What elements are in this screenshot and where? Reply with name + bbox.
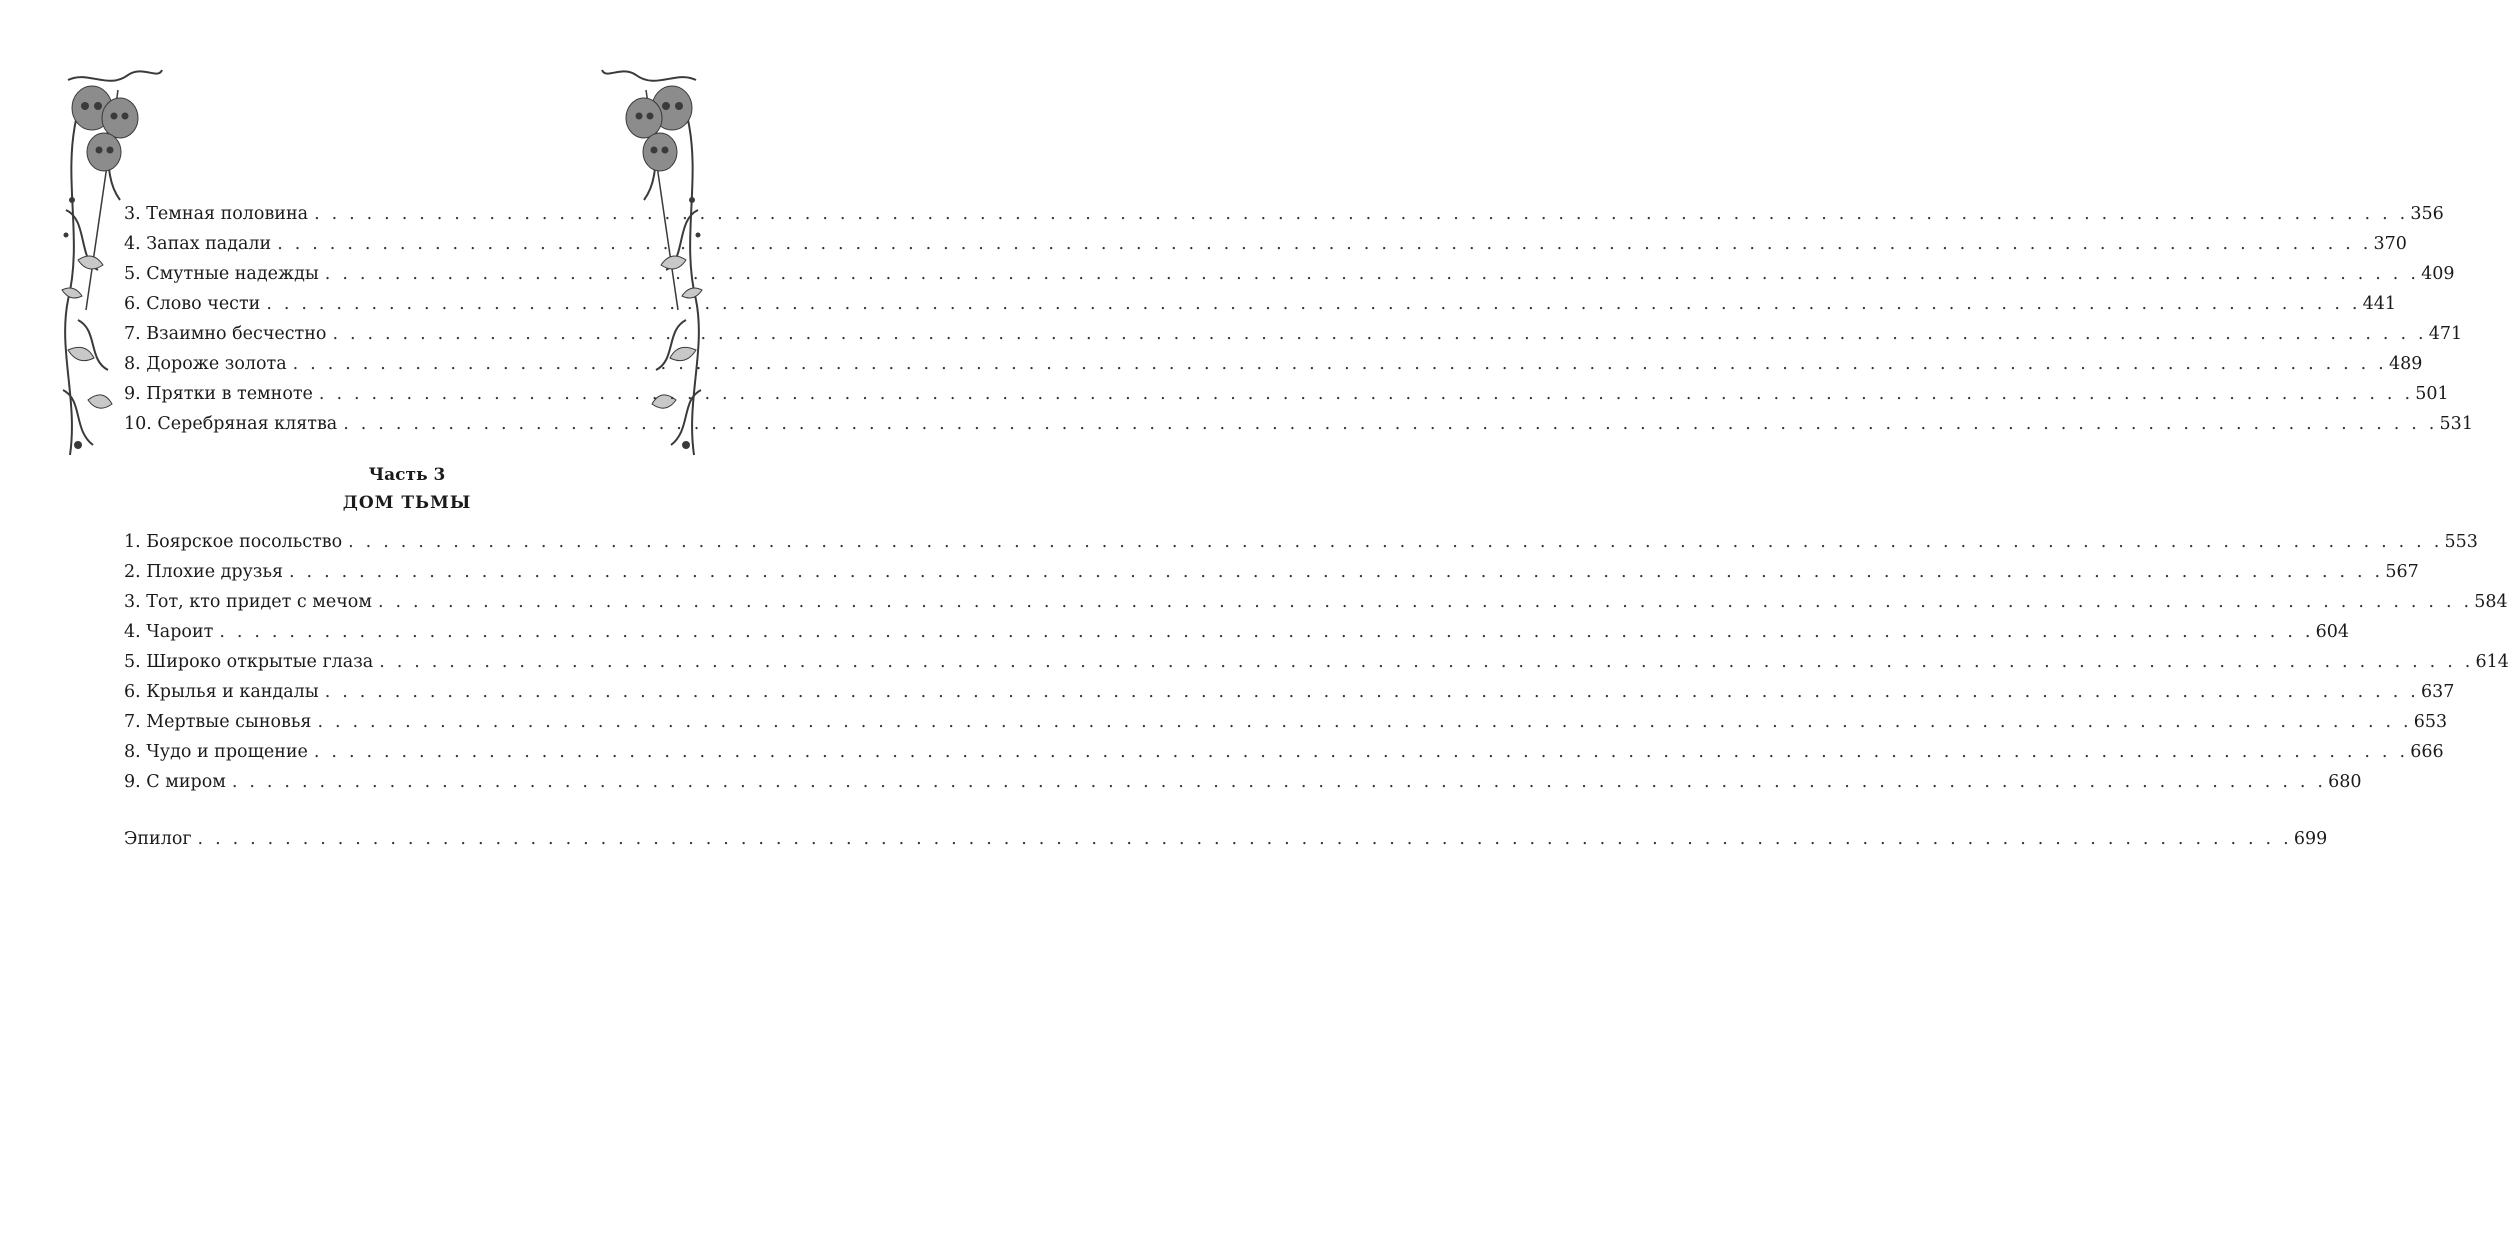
toc-entry-page: 409	[2421, 264, 2455, 284]
dot-leader: . . . . . . . . . . . . . . . . . . . . . . . . . . . . . . . . . . . . . . . . . . . . . . . . . . . . . . . . . . . . . . . . . . . . . . . . . . . . . . . . . . . . . . . . . . . . . . . . . . . . . . . . . . . . . . . . . . . . . . . .	[318, 384, 2414, 404]
toc-entry-title: 7. Взаимно бесчестно	[124, 324, 327, 344]
dot-leader: . . . . . . . . . . . . . . . . . . . . . . . . . . . . . . . . . . . . . . . . . . . . . . . . . . . . . . . . . . . . . . . . . . . . . . . . . . . . . . . . . . . . . . . . . . . . . . . . . . . . . . . . . . . . . . . . . . . . . . . .	[377, 592, 2473, 612]
toc-entry	[124, 289, 2397, 319]
toc-entry	[124, 677, 2455, 707]
dot-leader: . . . . . . . . . . . . . . . . . . . . . . . . . . . . . . . . . . . . . . . . . . . . . . . . . . . . . . . . . . . . . . . . . . . . . . . . . . . . . . . . . . . . . . . . . . . . . . . . . . . . . . . . . . . . . . . . . . . . . . . .	[317, 712, 2412, 732]
toc-entry	[124, 557, 2419, 587]
toc-continued-list	[124, 199, 2473, 439]
dot-leader: . . . . . . . . . . . . . . . . . . . . . . . . . . . . . . . . . . . . . . . . . . . . . . . . . . . . . . . . . . . . . . . . . . . . . . . . . . . . . . . . . . . . . . . . . . . . . . . . . . . . . . . . . . . . . . . . . . . . . . . .	[219, 622, 2314, 642]
toc-entry-page: 531	[2439, 414, 2473, 434]
toc-entry-page: 680	[2328, 772, 2362, 792]
dot-leader: . . . . . . . . . . . . . . . . . . . . . . . . . . . . . . . . . . . . . . . . . . . . . . . . . . . . . . . . . . . . . . . . . . . . . . . . . . . . . . . . . . . . . . . . . . . . . . . . . . . . . . . . . . . . . . . . . . . . . . . .	[324, 682, 2419, 702]
dot-leader: . . . . . . . . . . . . . . . . . . . . . . . . . . . . . . . . . . . . . . . . . . . . . . . . . . . . . . . . . . . . . . . . . . . . . . . . . . . . . . . . . . . . . . . . . . . . . . . . . . . . . . . . . . . . . . . . . . . . . . . .	[379, 652, 2474, 672]
toc-entry	[124, 527, 2478, 557]
toc-entry-page: 567	[2385, 562, 2419, 582]
toc-entry-title: 1. Боярское посольство	[124, 532, 343, 552]
dot-leader: . . . . . . . . . . . . . . . . . . . . . . . . . . . . . . . . . . . . . . . . . . . . . . . . . . . . . . . . . . . . . . . . . . . . . . . . . . . . . . . . . . . . . . . . . . . . . . . . . . . . . . . . . . . . . . . . . . . . . . . .	[197, 829, 2292, 849]
toc-entry-title: 4. Чароит	[124, 622, 214, 642]
part-label: Часть 3	[368, 465, 446, 485]
toc-entry-page: 637	[2421, 682, 2455, 702]
toc-entry	[124, 617, 2350, 647]
toc-entry-title: 5. Широко открытые глаза	[124, 652, 374, 672]
toc-entry	[124, 409, 2473, 439]
toc-entry-title: Эпилог	[124, 829, 192, 849]
toc-entry	[124, 767, 2362, 797]
dot-leader: . . . . . . . . . . . . . . . . . . . . . . . . . . . . . . . . . . . . . . . . . . . . . . . . . . . . . . . . . . . . . . . . . . . . . . . . . . . . . . . . . . . . . . . . . . . . . . . . . . . . . . . . . . . . . . . . . . . . . . . .	[343, 414, 2438, 434]
toc-entry	[124, 199, 2444, 229]
toc-entry-title: 3. Темная половина	[124, 204, 309, 224]
dot-leader: . . . . . . . . . . . . . . . . . . . . . . . . . . . . . . . . . . . . . . . . . . . . . . . . . . . . . . . . . . . . . . . . . . . . . . . . . . . . . . . . . . . . . . . . . . . . . . . . . . . . . . . . . . . . . . . . . . . . . . . .	[277, 234, 2372, 254]
toc-entry-page: 489	[2388, 354, 2423, 374]
toc-entry-page: 356	[2410, 204, 2444, 224]
toc-entry	[124, 707, 2448, 737]
part3-chapter-list	[124, 527, 2509, 797]
toc-entry	[124, 319, 2463, 349]
toc-entry-page: 501	[2415, 384, 2449, 404]
toc-entry	[124, 379, 2449, 409]
toc-entry-title: 6. Крылья и кандалы	[124, 682, 319, 702]
toc-entry-page: 614	[2475, 652, 2509, 672]
toc-entry-epilogue	[124, 824, 2328, 854]
dot-leader: . . . . . . . . . . . . . . . . . . . . . . . . . . . . . . . . . . . . . . . . . . . . . . . . . . . . . . . . . . . . . . . . . . . . . . . . . . . . . . . . . . . . . . . . . . . . . . . . . . . . . . . . . . . . . . . . . . . . . . . .	[348, 532, 2443, 552]
toc-entry-page: 604	[2315, 622, 2350, 642]
toc-entry-title: 4. Запах падали	[124, 234, 272, 254]
toc-entry-page: 441	[2362, 294, 2397, 314]
toc-entry-page: 666	[2410, 742, 2444, 762]
toc-entry-title: 9. Прятки в темноте	[124, 384, 313, 404]
toc-entry-title: 10. Серебряная клятва	[124, 414, 338, 434]
dot-leader: . . . . . . . . . . . . . . . . . . . . . . . . . . . . . . . . . . . . . . . . . . . . . . . . . . . . . . . . . . . . . . . . . . . . . . . . . . . . . . . . . . . . . . . . . . . . . . . . . . . . . . . . . . . . . . . . . . . . . . . .	[292, 354, 2387, 374]
toc-entry-title: 2. Плохие друзья	[124, 562, 284, 582]
dot-leader: . . . . . . . . . . . . . . . . . . . . . . . . . . . . . . . . . . . . . . . . . . . . . . . . . . . . . . . . . . . . . . . . . . . . . . . . . . . . . . . . . . . . . . . . . . . . . . . . . . . . . . . . . . . . . . . . . . . . . . . .	[332, 324, 2427, 344]
toc-entry-title: 8. Чудо и прощение	[124, 742, 308, 762]
toc-entry-title: 6. Слово чести	[124, 294, 261, 314]
toc-entry-title: 8. Дороже золота	[124, 354, 287, 374]
toc-entry	[124, 259, 2455, 289]
toc-entry-page: 553	[2444, 532, 2478, 552]
dot-leader: . . . . . . . . . . . . . . . . . . . . . . . . . . . . . . . . . . . . . . . . . . . . . . . . . . . . . . . . . . . . . . . . . . . . . . . . . . . . . . . . . . . . . . . . . . . . . . . . . . . . . . . . . . . . . . . . . . . . . . . .	[289, 562, 2384, 582]
toc-entry-page: 471	[2428, 324, 2463, 344]
toc-entry	[124, 349, 2423, 379]
toc-entry	[124, 229, 2407, 259]
epilogue-list	[124, 824, 2328, 854]
dot-leader: . . . . . . . . . . . . . . . . . . . . . . . . . . . . . . . . . . . . . . . . . . . . . . . . . . . . . . . . . . . . . . . . . . . . . . . . . . . . . . . . . . . . . . . . . . . . . . . . . . . . . . . . . . . . . . . . . . . . . . . .	[266, 294, 2361, 314]
toc-entry-page: 370	[2373, 234, 2407, 254]
toc-entry	[124, 587, 2508, 617]
part-title: ДОМ ТЬМЫ	[342, 493, 472, 513]
dot-leader: . . . . . . . . . . . . . . . . . . . . . . . . . . . . . . . . . . . . . . . . . . . . . . . . . . . . . . . . . . . . . . . . . . . . . . . . . . . . . . . . . . . . . . . . . . . . . . . . . . . . . . . . . . . . . . . . . . . . . . . .	[314, 204, 2409, 224]
dot-leader: . . . . . . . . . . . . . . . . . . . . . . . . . . . . . . . . . . . . . . . . . . . . . . . . . . . . . . . . . . . . . . . . . . . . . . . . . . . . . . . . . . . . . . . . . . . . . . . . . . . . . . . . . . . . . . . . . . . . . . . .	[313, 742, 2409, 762]
toc-entry	[124, 647, 2509, 677]
toc-entry-title: 3. Тот, кто придет с мечом	[124, 592, 372, 612]
toc-entry-title: 7. Мертвые сыновья	[124, 712, 312, 732]
toc-entry-page: 584	[2474, 592, 2508, 612]
toc-entry-page: 699	[2293, 829, 2328, 849]
toc-entry-page: 653	[2413, 712, 2448, 732]
dot-leader: . . . . . . . . . . . . . . . . . . . . . . . . . . . . . . . . . . . . . . . . . . . . . . . . . . . . . . . . . . . . . . . . . . . . . . . . . . . . . . . . . . . . . . . . . . . . . . . . . . . . . . . . . . . . . . . . . . . . . . . .	[324, 264, 2420, 284]
toc-entry-title: 5. Смутные надежды	[124, 264, 319, 284]
toc-entry-title: 9. С миром	[124, 772, 226, 792]
toc-entry	[124, 737, 2444, 767]
dot-leader: . . . . . . . . . . . . . . . . . . . . . . . . . . . . . . . . . . . . . . . . . . . . . . . . . . . . . . . . . . . . . . . . . . . . . . . . . . . . . . . . . . . . . . . . . . . . . . . . . . . . . . . . . . . . . . . . . . . . . . . .	[231, 772, 2327, 792]
